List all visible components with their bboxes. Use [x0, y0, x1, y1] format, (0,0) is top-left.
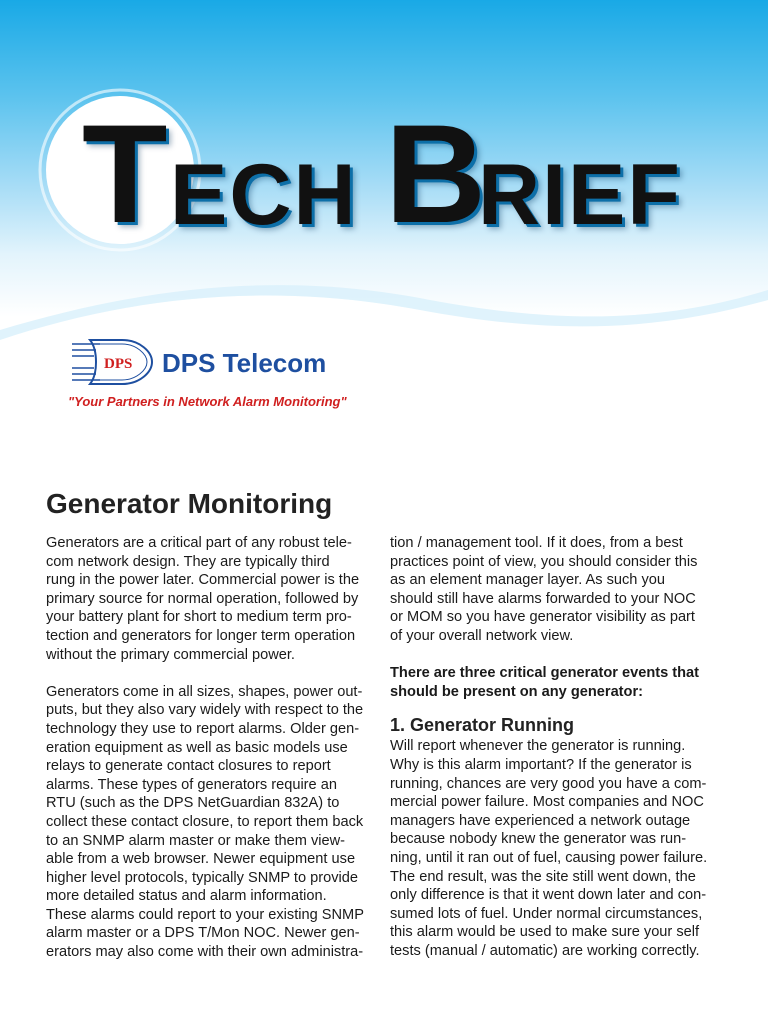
critical-events-intro: There are three critical generator events that should be present on any generator:	[390, 665, 700, 700]
dps-telecom-logo	[70, 334, 400, 414]
dps-logo-icon	[70, 334, 156, 390]
management-tool-paragraph: tion / management tool. If it does, from a best practices point of view, you should consider this as an element manager layer. As such you should still have alarms forwarded to your NOC or MOM so you have generator visibility as part of your overall network view.	[390, 535, 698, 644]
generator-running-paragraph: Will report whenever the generator is running. Why is this alarm important? If the generator is running, chances are very good you have a com- mercial power failure. Most companies and NOC managers have experienced a network outage because nobody knew the generator was run- ning, until it ran out of fuel, causing power failure. The end result, was the site still went down, the only difference is that it went down later and con- sumed lots of fuel. Under normal circumstances, this alarm would be used to make sure your self tests (manual / automatic) are working correctly.	[390, 738, 708, 959]
right-column	[390, 534, 726, 960]
tech-brief-title	[0, 0, 768, 300]
title-rest-ech: ECH	[170, 147, 358, 243]
title-rest-rief: RIEF	[478, 147, 682, 243]
company-name: DPS Telecom	[162, 348, 327, 378]
title-initial-b: B	[385, 95, 487, 252]
section-heading-generator-running: 1. Generator Running	[390, 715, 575, 736]
generator-types-paragraph: Generators come in all sizes, shapes, power out- puts, but they also vary widely with respect to the technology they use to report alarms. Older gen- eration equipment as well as basic models use relays to generate contact closures to report alarms. These types of generators require an RTU (such as the DPS NetGuardian 832A) to collect these contact closure, to report them back to an SNMP alarm master or make them view- able from a web browser. Newer equipment use higher level protocols, typically SNMP to provide more detailed status and alarm information. These alarms could report to your existing SNMP alarm master or a DPS T/Mon NOC. Newer gen- erators may also come with their own administra-	[46, 683, 364, 961]
intro-paragraph: Generators are a critical part of any robust tele- com network design. They are typically third rung in the power later. Commercial power is the primary source for normal operation, followed by your battery plant for short to medium term pro- tection and generators for longer term operation without the primary commercial power.	[46, 535, 360, 663]
page-title: Generator Monitoring	[46, 488, 333, 519]
header-banner	[0, 0, 768, 440]
left-column	[46, 534, 382, 962]
company-tagline: "Your Partners in Network Alarm Monitoring"	[68, 394, 347, 409]
dps-logo-mark-text: DPS	[104, 356, 133, 372]
title-initial-t: T	[82, 95, 168, 252]
